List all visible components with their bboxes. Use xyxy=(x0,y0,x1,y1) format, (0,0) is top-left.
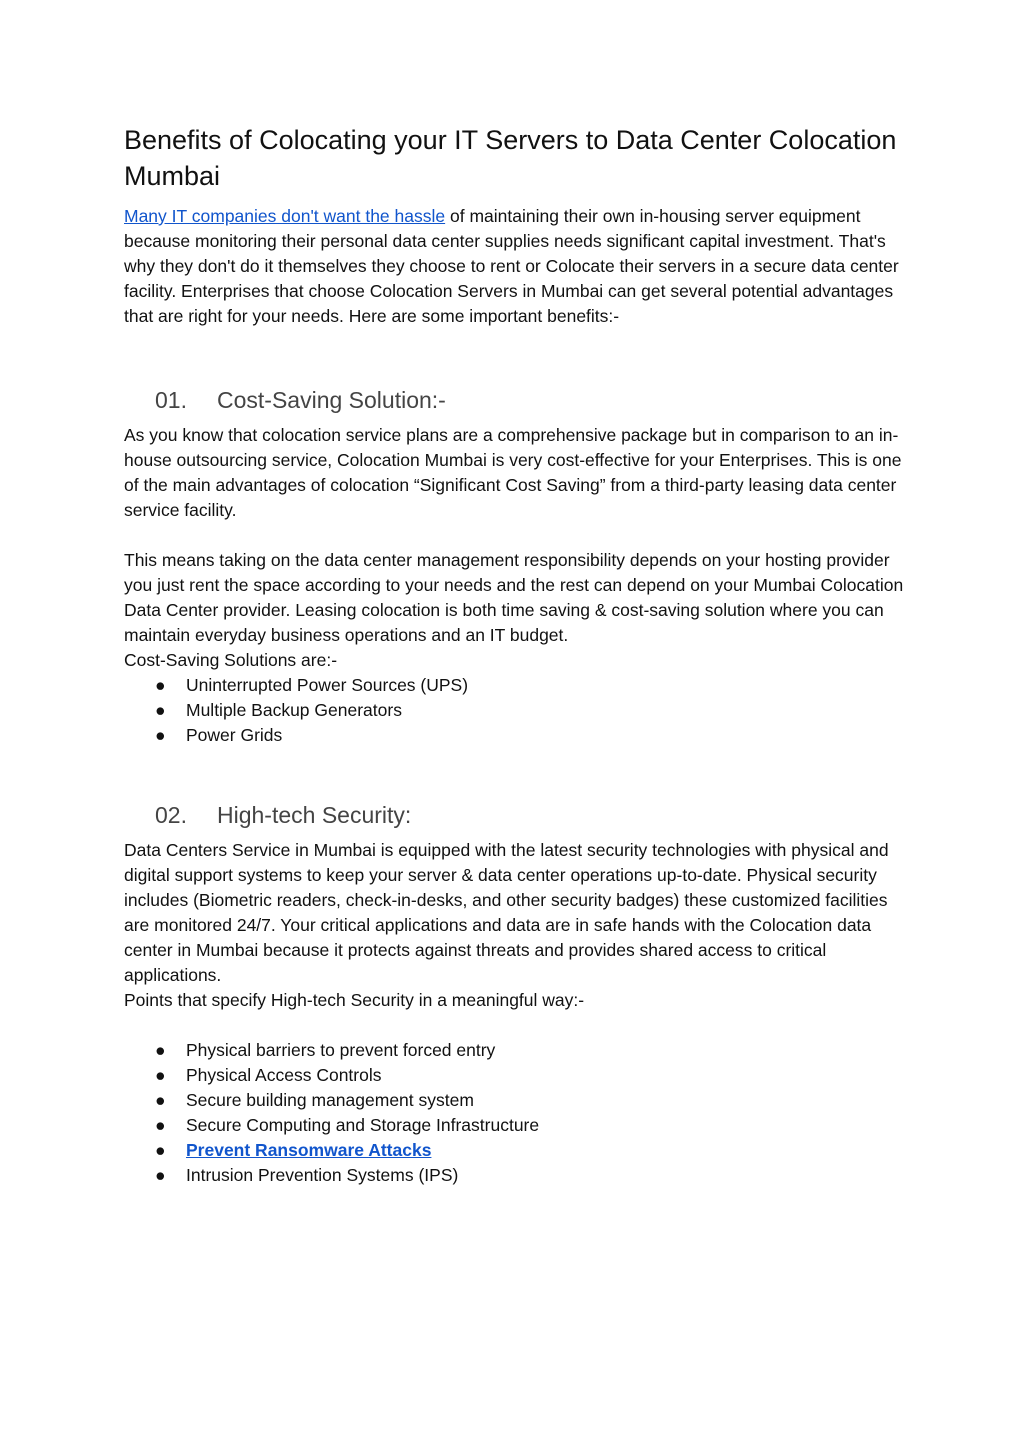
intro-text: of maintaining their own in-housing server equipment because monitoring their personal data center supplies needs significant capital investment. That's why they don't do it themselves they choose to rent or Colocate their servers in a secure data center facility. Enterprises that choose Colocation Servers in Mumbai can get several potential advantages that are right for your needs. Here are some important benefits:- xyxy=(124,206,899,326)
section-number: 01. xyxy=(155,387,187,413)
cost-saving-paragraph-2: This means taking on the data center management responsibility depends on your hosting provider you just rent the space according to your needs and the rest can depend on your Mumbai Colocation Data Center provider. Leasing colocation is both time saving & cost-saving solution where you can maintain everyday business operations and an IT budget. xyxy=(124,550,904,645)
list-item xyxy=(124,1063,904,1088)
list-item-text: Secure Computing and Storage Infrastructure xyxy=(186,1115,540,1135)
list-item-text: Uninterrupted Power Sources (UPS) xyxy=(186,675,469,695)
paragraph-gap xyxy=(124,1013,904,1038)
document-title: Benefits of Colocating your IT Servers to Data Center Colocation Mumbai xyxy=(124,125,897,191)
section-heading-security xyxy=(124,800,904,830)
list-item-text: Physical Access Controls xyxy=(186,1065,382,1085)
list-item-text: Power Grids xyxy=(186,725,283,745)
list-item-text: Intrusion Prevention Systems (IPS) xyxy=(186,1165,459,1185)
ransomware-link[interactable]: Prevent Ransomware Attacks xyxy=(186,1140,432,1160)
bullet-icon: ● xyxy=(155,1115,166,1135)
bullet-icon: ● xyxy=(155,1165,166,1185)
section-heading-cost-saving xyxy=(124,385,904,415)
list-item xyxy=(124,698,904,723)
list-item xyxy=(124,1163,904,1188)
list-item xyxy=(124,1088,904,1113)
cost-saving-list xyxy=(124,673,904,748)
bullet-icon: ● xyxy=(155,1140,166,1160)
bullet-icon: ● xyxy=(155,1065,166,1085)
bullet-icon: ● xyxy=(155,1040,166,1060)
bullet-icon: ● xyxy=(155,1090,166,1110)
cost-saving-paragraph-1: As you know that colocation service plans are a comprehensive package but in comparison to an in-house outsourcing service, Colocation Mumbai is very cost-effective for your Enterprises. This is one of the main advantages of colocation “Significant Cost Saving” from a third-party leasing data center service facility. xyxy=(124,425,902,520)
paragraph-gap xyxy=(124,523,904,548)
document-body xyxy=(124,122,904,1188)
section-title: Cost-Saving Solution:- xyxy=(217,387,446,413)
bullet-icon: ● xyxy=(155,675,166,695)
cost-saving-list-intro: Cost-Saving Solutions are:- xyxy=(124,650,338,670)
list-item-text: Multiple Backup Generators xyxy=(186,700,402,720)
bullet-icon: ● xyxy=(155,725,166,745)
bullet-icon: ● xyxy=(155,700,166,720)
list-item xyxy=(124,723,904,748)
security-paragraph-1: Data Centers Service in Mumbai is equipped with the latest security technologies with physical and digital support systems to keep your server & data center operations up-to-date. Physical security includes (Biometric readers, check-in-desks, and other security badges) these customized facilities are monitored 24/7. Your critical applications and data are in safe hands with the Colocation data center in Mumbai because it protects against threats and provides shared access to critical applications. xyxy=(124,840,889,985)
security-list-intro: Points that specify High-tech Security in a meaningful way:- xyxy=(124,990,585,1010)
list-item xyxy=(124,1038,904,1063)
list-item xyxy=(124,1138,904,1163)
list-item-text: Physical barriers to prevent forced entry xyxy=(186,1040,496,1060)
list-item-text: Secure building management system xyxy=(186,1090,474,1110)
list-item xyxy=(124,1113,904,1138)
section-title: High-tech Security: xyxy=(217,802,412,828)
section-number: 02. xyxy=(155,802,187,828)
hassle-link[interactable]: Many IT companies don't want the hassle xyxy=(124,206,446,226)
intro-paragraph xyxy=(124,204,904,329)
security-list xyxy=(124,1038,904,1188)
list-item xyxy=(124,673,904,698)
